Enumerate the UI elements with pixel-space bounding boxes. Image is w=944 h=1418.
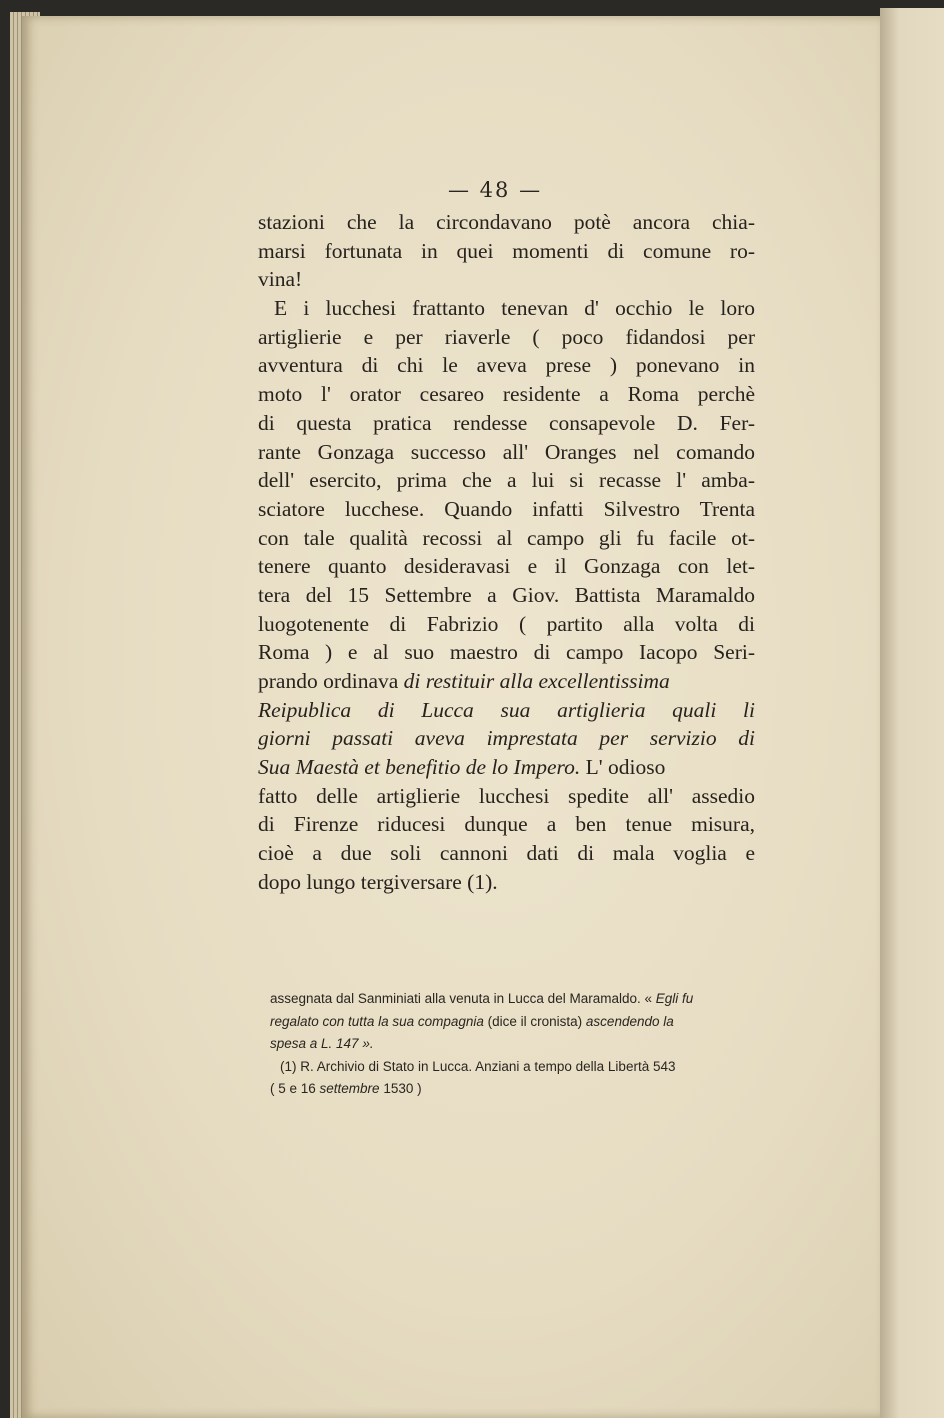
text-line: dell' esercito, prima che a lui si recasse l' amba- <box>258 468 755 493</box>
footnote-line <box>270 1011 754 1034</box>
text-roman: prando ordinava <box>258 669 404 693</box>
text-line <box>258 753 755 782</box>
text-line: moto l' orator cesareo residente a Roma perchè <box>258 382 755 407</box>
text-line: vina! <box>258 267 303 292</box>
text-italic: Sua Maestà et benefitio de lo Impero. <box>258 755 581 780</box>
footnote-line <box>270 1033 754 1056</box>
text-line: sciatore lucchese. Quando infatti Silvestro Trenta <box>258 496 755 521</box>
text-line: di questa pratica rendesse consapevole D. Fer- <box>258 410 755 435</box>
page-number: — 48 — <box>448 178 543 202</box>
text-line: dopo lungo tergiversare (1). <box>258 869 498 894</box>
text-italic: di restituir alla excellentissima <box>403 669 670 693</box>
footnote-line <box>270 988 754 1011</box>
footnotes <box>270 988 754 1101</box>
footnote-text: 1530 ) <box>379 1081 422 1096</box>
text-line: Roma ) e al suo maestro di campo Iacopo Seri- <box>258 640 755 665</box>
text-line: stazioni che la circondavano potè ancora chia- <box>258 210 755 234</box>
text-roman: L' odioso <box>580 755 666 780</box>
text-line: fatto delle artiglierie lucchesi spedite all' assedio <box>258 783 755 808</box>
text-line: luogotenente di Fabrizio ( partito alla volta di <box>258 611 755 636</box>
footnote-line <box>270 1078 754 1101</box>
footnote-italic: Egli fu <box>655 991 694 1006</box>
text-line: avventura di chi le aveva prese ) ponevano in <box>258 353 755 378</box>
text-line <box>258 724 755 753</box>
footnote-italic: ascendendo la <box>585 1013 674 1029</box>
text-line: tera del 15 Settembre a Giov. Battista Maramaldo <box>258 582 755 607</box>
text-line: con tale qualità recossi al campo gli fu facile ot- <box>258 525 755 550</box>
text-line: tenere quanto desideravasi e il Gonzaga con let- <box>258 554 755 579</box>
text-line: rante Gonzaga successo all' Oranges nel comando <box>258 439 755 464</box>
footnote-italic: settembre <box>319 1081 380 1096</box>
body-text <box>258 208 755 897</box>
text-line: artiglierie e per riaverle ( poco fidandosi per <box>258 324 755 349</box>
text-line <box>258 667 755 696</box>
text-line: cioè a due soli cannoni dati di mala voglia e <box>258 841 755 866</box>
text-line: marsi fortunata in quei momenti di comune ro- <box>258 238 755 263</box>
footnote-1: (1) R. Archivio di Stato in Lucca. Anziani a tempo della Libertà 543 <box>280 1058 676 1074</box>
footnote-text: ( 5 e 16 <box>270 1081 320 1096</box>
footnote-text: assegnata dal Sanminiati alla venuta in Lucca del Maramaldo. « <box>270 991 656 1006</box>
footnote-italic: regalato con tutta la sua compagnia <box>270 1013 484 1029</box>
text-italic: Reipublica di Lucca sua artiglieria quali li <box>258 697 755 722</box>
footnote-text: (dice il cronista) <box>483 1013 586 1029</box>
footnote-italic: spesa a L. 147 ». <box>270 1036 374 1051</box>
text-line <box>258 696 755 725</box>
text-italic: giorni passati aveva imprestata per servizio di <box>258 726 755 751</box>
text-line: di Firenze riducesi dunque a ben tenue misura, <box>258 812 755 837</box>
adjacent-page <box>880 8 944 1418</box>
text-line: E i lucchesi frattanto tenevan d' occhio le loro <box>274 296 755 321</box>
